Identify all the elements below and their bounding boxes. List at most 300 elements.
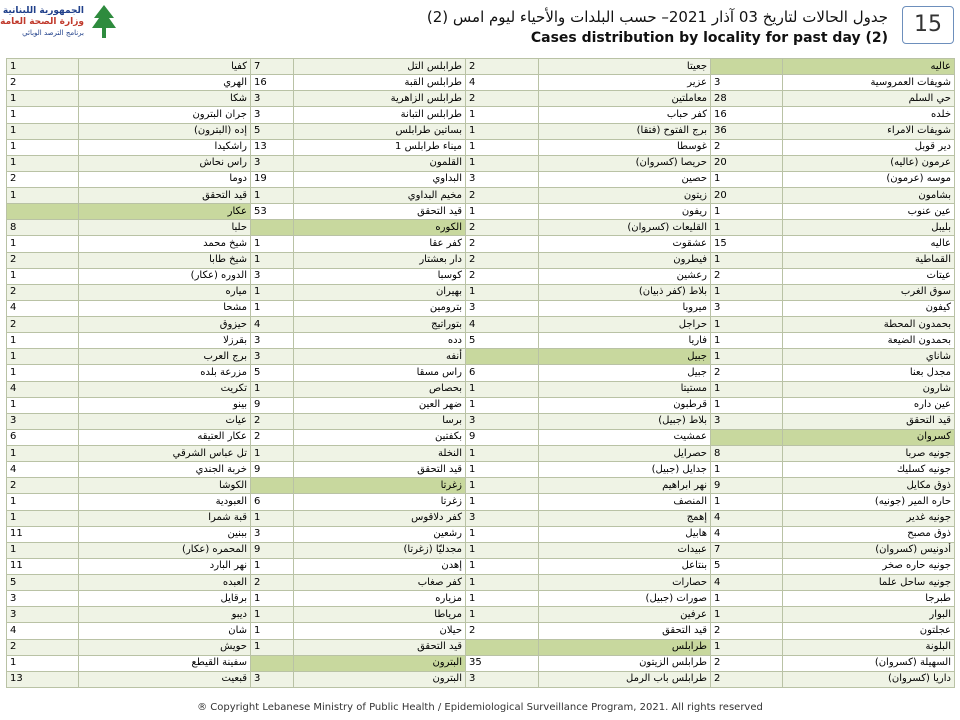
locality-name: تل عباس الشرقي <box>79 446 251 462</box>
locality-name: العبده <box>79 575 251 591</box>
locality-name: قيد التحقق <box>294 204 466 220</box>
table-row <box>7 204 955 220</box>
case-count: 36 <box>711 123 783 139</box>
case-count: 1 <box>7 333 79 349</box>
locality-name: موسه (عرمون) <box>783 171 955 187</box>
case-count: 1 <box>251 591 294 607</box>
locality-name: خربة الجندي <box>79 462 251 478</box>
region-header-count <box>7 204 79 220</box>
locality-name: عين داره <box>783 397 955 413</box>
locality-name: عكار العتيقه <box>79 429 251 445</box>
locality-name: ذوق مكايل <box>783 478 955 494</box>
locality-name: كفر صغاب <box>294 575 466 591</box>
locality-name: غوسطا <box>539 139 711 155</box>
table-row <box>7 139 955 155</box>
locality-name: طرابلس الزيتون <box>539 655 711 671</box>
table-row <box>7 429 955 445</box>
case-count: 2 <box>466 91 539 107</box>
locality-name: دار بعشتار <box>294 252 466 268</box>
locality-name: بترومين <box>294 300 466 316</box>
table-row <box>7 284 955 300</box>
table-row <box>7 188 955 204</box>
locality-name: تكريت <box>79 381 251 397</box>
region-header-count <box>711 429 783 445</box>
locality-name: مشحا <box>79 300 251 316</box>
case-count: 1 <box>711 381 783 397</box>
case-count: 1 <box>711 462 783 478</box>
locality-name: مجدل بعنا <box>783 365 955 381</box>
locality-name: إهدن <box>294 558 466 574</box>
locality-name: بليبل <box>783 220 955 236</box>
locality-name: حويش <box>79 639 251 655</box>
table-row <box>7 575 955 591</box>
locality-name: قبعيت <box>79 671 251 687</box>
table-row <box>7 639 955 655</box>
table-row <box>7 397 955 413</box>
case-count: 1 <box>7 494 79 510</box>
table-row <box>7 413 955 429</box>
case-count: 2 <box>466 623 539 639</box>
case-count: 3 <box>251 155 294 171</box>
case-count: 16 <box>711 107 783 123</box>
case-count: 1 <box>7 542 79 558</box>
case-count: 2 <box>711 268 783 284</box>
case-count: 2 <box>711 655 783 671</box>
locality-name: بنتاعل <box>539 558 711 574</box>
case-count: 8 <box>711 446 783 462</box>
cases-table <box>6 58 955 688</box>
case-count: 1 <box>466 155 539 171</box>
locality-name: جران البترون <box>79 107 251 123</box>
locality-name: قيد التحقق <box>783 413 955 429</box>
logo-line-2: وزارة الصحة العامة <box>0 17 84 27</box>
copyright-footer: ® Copyright Lebanese Ministry of Public Health / Epidemiological Surveillance Program, 2021. All rights reserved <box>197 702 763 713</box>
case-count: 5 <box>7 575 79 591</box>
locality-name: أنفه <box>294 349 466 365</box>
case-count: 3 <box>7 413 79 429</box>
locality-name: البداوي <box>294 171 466 187</box>
locality-name: فاريا <box>539 333 711 349</box>
locality-name: مزرعة بلده <box>79 365 251 381</box>
case-count: 3 <box>7 607 79 623</box>
case-count: 1 <box>251 381 294 397</box>
table-row <box>7 558 955 574</box>
table-row <box>7 123 955 139</box>
case-count: 1 <box>251 639 294 655</box>
locality-name: ميناء طرابلس 1 <box>294 139 466 155</box>
case-count: 4 <box>711 526 783 542</box>
table-row <box>7 494 955 510</box>
locality-name: المحمره (عكار) <box>79 542 251 558</box>
locality-name: جونيه كسليك <box>783 462 955 478</box>
locality-name: بهيران <box>294 284 466 300</box>
case-count: 1 <box>711 607 783 623</box>
case-count: 2 <box>466 236 539 252</box>
case-count: 4 <box>711 575 783 591</box>
locality-name: بلاط (جبيل) <box>539 413 711 429</box>
case-count: 3 <box>466 300 539 316</box>
table-row <box>7 655 955 671</box>
table-row <box>7 526 955 542</box>
case-count: 3 <box>466 171 539 187</box>
locality-name: القماطية <box>783 252 955 268</box>
region-header-count <box>251 220 294 236</box>
case-count: 3 <box>251 268 294 284</box>
locality-name: هابيل <box>539 526 711 542</box>
case-count: 2 <box>711 671 783 687</box>
case-count: 1 <box>466 542 539 558</box>
case-count: 1 <box>466 446 539 462</box>
case-count: 4 <box>7 623 79 639</box>
locality-name: طرابلس باب الرمل <box>539 671 711 687</box>
locality-name: خلده <box>783 107 955 123</box>
table-row <box>7 155 955 171</box>
case-count: 8 <box>7 220 79 236</box>
locality-name: قيد التحقق <box>294 639 466 655</box>
case-count: 2 <box>251 575 294 591</box>
locality-name: برقايل <box>79 591 251 607</box>
cedar-icon <box>90 4 118 40</box>
case-count: 3 <box>466 510 539 526</box>
table-row <box>7 510 955 526</box>
case-count: 1 <box>466 123 539 139</box>
table-row <box>7 478 955 494</box>
case-count: 1 <box>466 139 539 155</box>
region-header: عكار <box>79 204 251 220</box>
case-count: 3 <box>466 413 539 429</box>
table-row <box>7 59 955 75</box>
locality-name: مجدليّا (زغرتا) <box>294 542 466 558</box>
case-count: 1 <box>7 655 79 671</box>
locality-name: راس مسقا <box>294 365 466 381</box>
case-count: 1 <box>466 381 539 397</box>
case-count: 3 <box>251 333 294 349</box>
case-count: 1 <box>7 236 79 252</box>
case-count: 2 <box>466 268 539 284</box>
case-count: 2 <box>711 623 783 639</box>
locality-name: زغرتا <box>294 494 466 510</box>
case-count: 5 <box>711 558 783 574</box>
locality-name: جونيه غدير <box>783 510 955 526</box>
table-row <box>7 317 955 333</box>
case-count: 1 <box>711 639 783 655</box>
locality-name: عبيدات <box>539 542 711 558</box>
locality-name: كفر حباب <box>539 107 711 123</box>
locality-name: رعشين <box>539 268 711 284</box>
locality-name: عيات <box>79 413 251 429</box>
locality-name: العبودية <box>79 494 251 510</box>
region-header: جبيل <box>539 349 711 365</box>
case-count: 3 <box>251 526 294 542</box>
case-count: 1 <box>466 575 539 591</box>
locality-name: جونيه ساحل علما <box>783 575 955 591</box>
case-count: 1 <box>711 349 783 365</box>
locality-name: كوسبا <box>294 268 466 284</box>
table-row <box>7 220 955 236</box>
case-count: 1 <box>711 494 783 510</box>
locality-name: جبيل <box>539 365 711 381</box>
locality-name: بتوراتيج <box>294 317 466 333</box>
case-count: 2 <box>7 639 79 655</box>
case-count: 6 <box>251 494 294 510</box>
case-count: 1 <box>466 478 539 494</box>
region-header-count <box>466 639 539 655</box>
case-count: 2 <box>711 139 783 155</box>
case-count: 13 <box>251 139 294 155</box>
table-row <box>7 349 955 365</box>
region-header-count <box>466 349 539 365</box>
table-row <box>7 542 955 558</box>
locality-name: القلمون <box>294 155 466 171</box>
locality-name: قيد التحقق <box>294 462 466 478</box>
locality-name: السهيلة (كسروان) <box>783 655 955 671</box>
case-count: 1 <box>7 397 79 413</box>
case-count: 1 <box>7 91 79 107</box>
locality-name: البلونة <box>783 639 955 655</box>
case-count: 11 <box>7 526 79 542</box>
locality-name: شويفات الامراء <box>783 123 955 139</box>
locality-name: برسا <box>294 413 466 429</box>
case-count: 1 <box>7 155 79 171</box>
case-count: 2 <box>7 252 79 268</box>
locality-name: داريا (كسروان) <box>783 671 955 687</box>
case-count: 1 <box>711 252 783 268</box>
case-count: 1 <box>7 446 79 462</box>
locality-name: طرابلس التبانة <box>294 107 466 123</box>
case-count: 3 <box>251 91 294 107</box>
case-count: 2 <box>7 171 79 187</box>
locality-name: سوق الغرب <box>783 284 955 300</box>
table-row <box>7 446 955 462</box>
table-row <box>7 365 955 381</box>
locality-name: مياره <box>79 284 251 300</box>
table-row <box>7 268 955 284</box>
table-row <box>7 671 955 687</box>
locality-name: عزير <box>539 75 711 91</box>
case-count: 11 <box>7 558 79 574</box>
locality-name: البترون <box>294 671 466 687</box>
case-count: 15 <box>711 236 783 252</box>
case-count: 1 <box>251 510 294 526</box>
locality-name: بقرزلا <box>79 333 251 349</box>
case-count: 53 <box>251 204 294 220</box>
case-count: 3 <box>711 75 783 91</box>
locality-name: دوما <box>79 171 251 187</box>
case-count: 2 <box>466 252 539 268</box>
case-count: 1 <box>466 494 539 510</box>
case-count: 3 <box>711 300 783 316</box>
locality-name: صورات (جبيل) <box>539 591 711 607</box>
case-count: 4 <box>7 381 79 397</box>
locality-name: عين عنوب <box>783 204 955 220</box>
locality-name: البوار <box>783 607 955 623</box>
case-count: 4 <box>711 510 783 526</box>
locality-name: زيتون <box>539 188 711 204</box>
locality-name: جعيتا <box>539 59 711 75</box>
locality-name: طرابلس القبة <box>294 75 466 91</box>
region-header: طرابلس <box>539 639 711 655</box>
locality-name: جونيه حاره صخر <box>783 558 955 574</box>
region-header-count <box>251 655 294 671</box>
case-count: 1 <box>466 462 539 478</box>
case-count: 4 <box>7 462 79 478</box>
case-count: 6 <box>7 429 79 445</box>
case-count: 1 <box>7 139 79 155</box>
locality-name: حريصا (كسروان) <box>539 155 711 171</box>
case-count: 28 <box>711 91 783 107</box>
case-count: 1 <box>711 397 783 413</box>
logo-line-1: الجمهورية اللبنانية <box>2 6 84 16</box>
locality-name: عشقوت <box>539 236 711 252</box>
locality-name: كفيا <box>79 59 251 75</box>
locality-name: حراجل <box>539 317 711 333</box>
locality-name: شاناي <box>783 349 955 365</box>
case-count: 1 <box>251 558 294 574</box>
locality-name: راس نحاش <box>79 155 251 171</box>
region-header: زغرتا <box>294 478 466 494</box>
locality-name: المنصف <box>539 494 711 510</box>
case-count: 9 <box>251 462 294 478</box>
table-row <box>7 591 955 607</box>
region-header: الكوره <box>294 220 466 236</box>
locality-name: رشعين <box>294 526 466 542</box>
locality-name: القليعات (كسروان) <box>539 220 711 236</box>
case-count: 19 <box>251 171 294 187</box>
region-header: عاليه <box>783 59 955 75</box>
locality-name: مخيم البداوي <box>294 188 466 204</box>
case-count: 13 <box>7 671 79 687</box>
case-count: 1 <box>251 623 294 639</box>
table-row <box>7 607 955 623</box>
page-title-english: Cases distribution by locality for past day (2) <box>530 30 888 46</box>
case-count: 2 <box>7 284 79 300</box>
case-count: 16 <box>251 75 294 91</box>
locality-name: إده (البترون) <box>79 123 251 139</box>
locality-name: مزياره <box>294 591 466 607</box>
case-count: 9 <box>251 397 294 413</box>
table-row <box>7 462 955 478</box>
region-header-count <box>711 59 783 75</box>
locality-name: بكفتين <box>294 429 466 445</box>
case-count: 1 <box>466 204 539 220</box>
case-count: 4 <box>466 317 539 333</box>
case-count: 4 <box>7 300 79 316</box>
locality-name: قبة شمرا <box>79 510 251 526</box>
case-count: 3 <box>466 671 539 687</box>
locality-name: شيخ طابا <box>79 252 251 268</box>
locality-name: راشكيدا <box>79 139 251 155</box>
locality-name: شكا <box>79 91 251 107</box>
case-count: 1 <box>466 558 539 574</box>
locality-name: برج الفتوح (فتقا) <box>539 123 711 139</box>
case-count: 1 <box>251 446 294 462</box>
table-row <box>7 75 955 91</box>
locality-name: حصارات <box>539 575 711 591</box>
locality-name: برج العرب <box>79 349 251 365</box>
case-count: 1 <box>711 171 783 187</box>
locality-name: ضهر العين <box>294 397 466 413</box>
locality-name: ببنين <box>79 526 251 542</box>
case-count: 1 <box>7 188 79 204</box>
case-count: 3 <box>251 349 294 365</box>
case-count: 1 <box>711 220 783 236</box>
case-count: 1 <box>251 188 294 204</box>
case-count: 9 <box>466 429 539 445</box>
locality-name: قيد التحقق <box>539 623 711 639</box>
locality-name: شيخ محمد <box>79 236 251 252</box>
table-row <box>7 252 955 268</box>
locality-name: فيطرون <box>539 252 711 268</box>
locality-name: طرابلس الزاهرية <box>294 91 466 107</box>
locality-name: معاملتين <box>539 91 711 107</box>
case-count: 2 <box>7 478 79 494</box>
locality-name: قرطبون <box>539 397 711 413</box>
case-count: 1 <box>466 107 539 123</box>
case-count: 1 <box>251 236 294 252</box>
case-count: 1 <box>711 333 783 349</box>
table-row <box>7 300 955 316</box>
case-count: 1 <box>7 59 79 75</box>
case-count: 20 <box>711 155 783 171</box>
case-count: 1 <box>466 284 539 300</box>
locality-name: بحصاص <box>294 381 466 397</box>
locality-name: نهر ابراهيم <box>539 478 711 494</box>
case-count: 1 <box>251 252 294 268</box>
case-count: 2 <box>7 317 79 333</box>
ministry-logo <box>0 4 128 48</box>
region-header: كسروان <box>783 429 955 445</box>
locality-name: جونيه صربا <box>783 446 955 462</box>
case-count: 35 <box>466 655 539 671</box>
locality-name: شارون <box>783 381 955 397</box>
locality-name: طبرجا <box>783 591 955 607</box>
case-count: 2 <box>466 188 539 204</box>
case-count: 2 <box>466 220 539 236</box>
locality-name: حصين <box>539 171 711 187</box>
case-count: 1 <box>711 317 783 333</box>
table-row <box>7 333 955 349</box>
case-count: 20 <box>711 188 783 204</box>
locality-name: جدايل (جبيل) <box>539 462 711 478</box>
table-row <box>7 381 955 397</box>
locality-name: بلاط (كفر ذبيان) <box>539 284 711 300</box>
case-count: 5 <box>251 365 294 381</box>
case-count: 3 <box>251 107 294 123</box>
cases-table-body <box>7 59 955 688</box>
locality-name: حي السلم <box>783 91 955 107</box>
logo-line-3: برنامج الترصد الوبائي <box>22 29 84 37</box>
locality-name: كفر عقا <box>294 236 466 252</box>
table-row <box>7 236 955 252</box>
case-count: 1 <box>7 268 79 284</box>
locality-name: قيد التحقق <box>79 188 251 204</box>
locality-name: أدونيس (كسروان) <box>783 542 955 558</box>
table-row <box>7 171 955 187</box>
locality-name: مرياطا <box>294 607 466 623</box>
case-count: 9 <box>711 478 783 494</box>
case-count: 2 <box>7 75 79 91</box>
locality-name: شان <box>79 623 251 639</box>
case-count: 2 <box>251 413 294 429</box>
page-title-arabic: جدول الحالات لتاريخ 03 آذار 2021– حسب البلدات والأحياء ليوم امس (2) <box>426 8 888 26</box>
region-header: البترون <box>294 655 466 671</box>
case-count: 1 <box>466 397 539 413</box>
region-header-count <box>251 478 294 494</box>
locality-name: حلبا <box>79 220 251 236</box>
locality-name: نهر البارد <box>79 558 251 574</box>
case-count: 6 <box>466 365 539 381</box>
locality-name: الهري <box>79 75 251 91</box>
